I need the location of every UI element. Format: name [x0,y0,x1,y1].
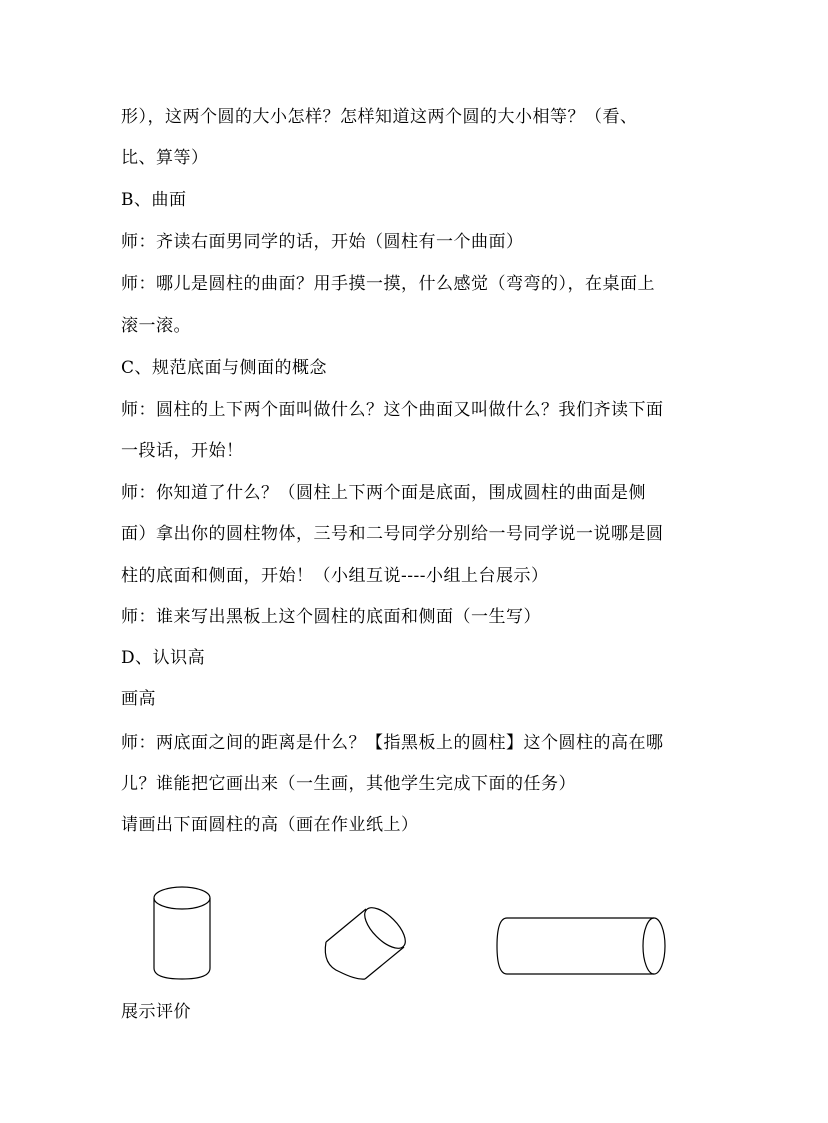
cylinder-diagram [0,870,828,990]
text-line: 师：哪儿是圆柱的曲面？用手摸一摸，什么感觉（弯弯的），在桌面上 [121,274,655,294]
text-line: 一段话，开始！ [121,441,244,461]
text-line: 儿？谁能把它画出来（一生画，其他学生完成下面的任务） [121,774,576,794]
text-line: 面）拿出你的圆柱物体，三号和二号同学分别给一号同学说一说哪是圆 [121,524,664,544]
text-line: 师：你知道了什么？（圆柱上下两个面是底面，围成圆柱的曲面是侧 [121,483,646,503]
subsection-heading: 画高 [121,689,156,709]
tilted-cylinder [325,901,412,979]
text-line: 比、算等） [121,148,209,168]
upright-cylinder [154,887,210,979]
section-heading: D、认识高 [121,648,206,668]
text-line: 师：齐读右面男同学的话，开始（圆柱有一个曲面） [121,232,524,252]
text-line: 师：两底面之间的距离是什么？【指黑板上的圆柱】这个圆柱的高在哪 [121,733,664,753]
text-line: 柱的底面和侧面，开始！（小组互说----小组上台展示） [121,566,549,586]
text-line: 滚一滚。 [121,316,191,336]
horizontal-cylinder [497,918,665,974]
closing-text: 展示评价 [121,1002,191,1022]
section-heading: C、规范底面与侧面的概念 [121,358,328,378]
text-line: 师：谁来写出黑板上这个圆柱的底面和侧面（一生写） [121,607,541,627]
text-line: 形），这两个圆的大小怎样？怎样知道这两个圆的大小相等？（看、 [121,107,638,127]
text-line: 师：圆柱的上下两个面叫做什么？这个曲面又叫做什么？我们齐读下面 [121,400,664,420]
cylinder-figures [0,870,828,990]
section-heading: B、曲面 [121,190,187,210]
text-line: 请画出下面圆柱的高（画在作业纸上） [121,815,419,835]
